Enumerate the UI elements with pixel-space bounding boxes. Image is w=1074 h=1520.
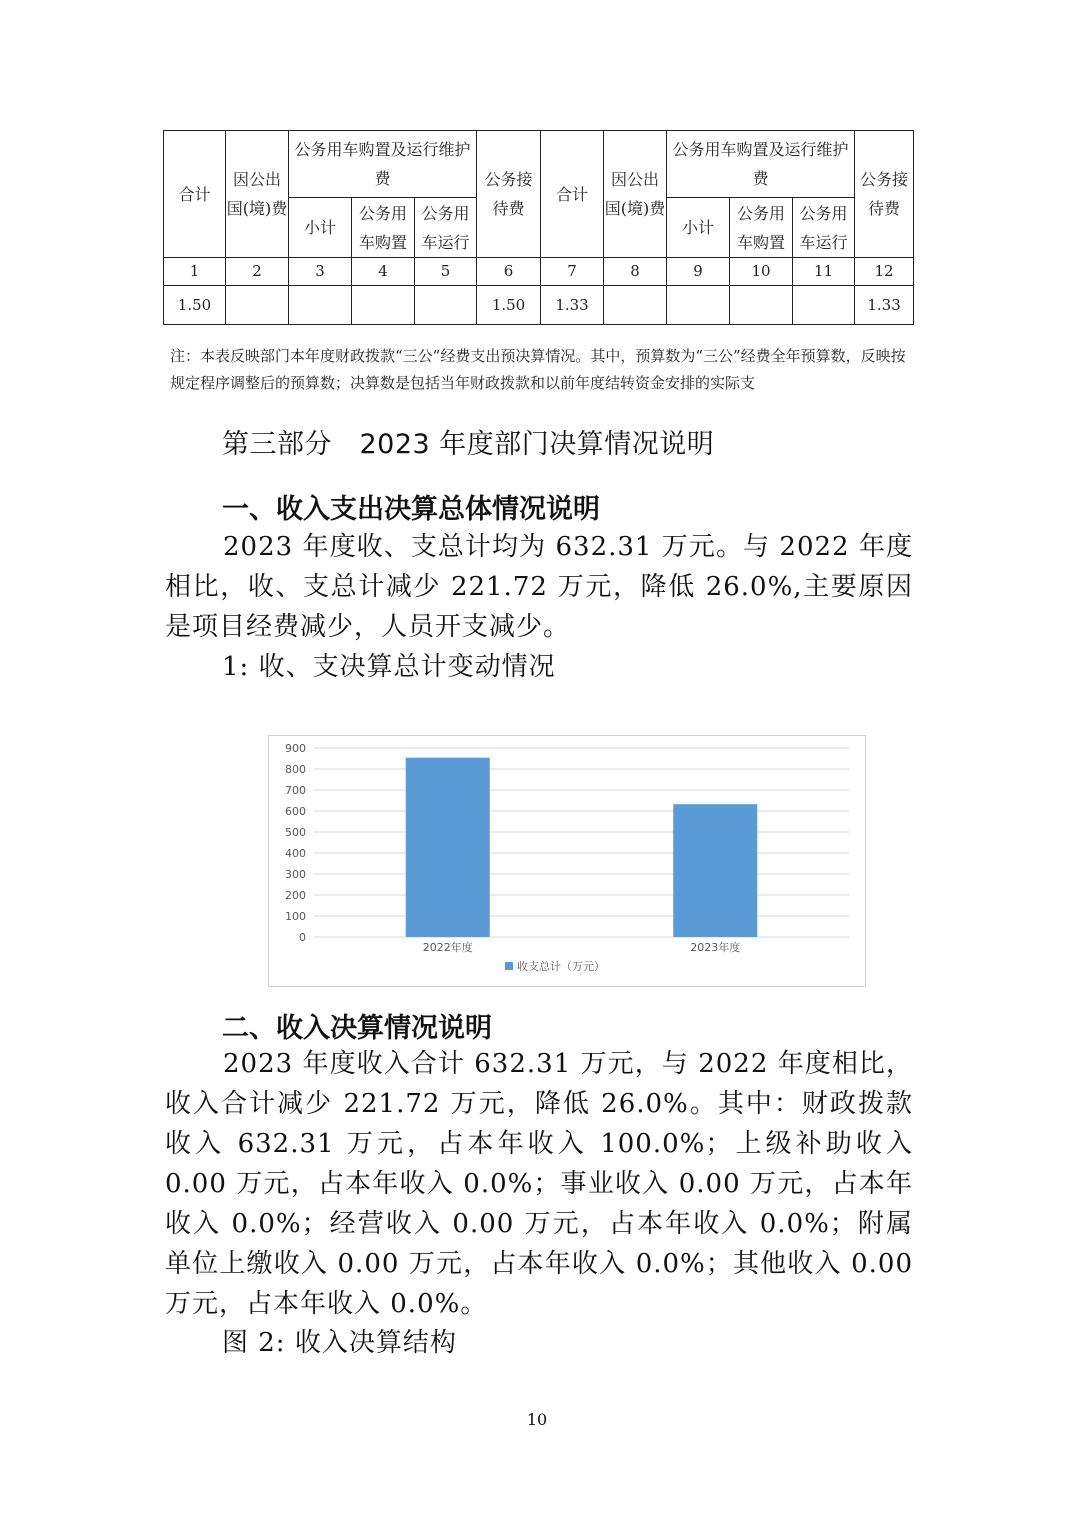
header-car-group: 公务用车购置及运行维护费 [289, 131, 477, 198]
col-number: 11 [793, 258, 855, 286]
col-number: 8 [604, 258, 667, 286]
header-car-purchase: 公务用车购置 [352, 198, 415, 258]
section2-heading: 二、收入决算情况说明 [222, 1013, 492, 1044]
value-cell [352, 286, 415, 325]
y-tick-label: 0 [299, 931, 306, 944]
bar-chart-svg [269, 736, 865, 986]
figure2-caption: 图 2: 收入决算结构 [222, 1328, 457, 1358]
header-abroad: 因公出国(境)费 [226, 131, 289, 258]
y-tick-label: 800 [285, 763, 306, 776]
header-reception-final: 公务接待费 [855, 131, 914, 258]
x-tick-label: 2022年度 [422, 941, 473, 954]
header-total: 合计 [164, 131, 226, 258]
header-car-operation-final: 公务用车运行 [793, 198, 855, 258]
section1-heading: 一、收入支出决算总体情况说明 [222, 494, 600, 525]
header-abroad-final: 因公出国(境)费 [604, 131, 667, 258]
figure1-caption: 1: 收、支决算总计变动情况 [222, 652, 556, 682]
y-tick-label: 300 [285, 868, 306, 881]
col-number: 5 [415, 258, 477, 286]
value-cell: 1.50 [164, 286, 226, 325]
value-cell [730, 286, 793, 325]
col-number: 10 [730, 258, 793, 286]
legend-label: 收支总计（万元） [517, 960, 605, 973]
three-public-expenses-table [163, 130, 913, 325]
x-tick-label: 2023年度 [690, 941, 741, 954]
value-cell: 1.33 [541, 286, 604, 325]
y-tick-label: 700 [285, 784, 306, 797]
y-tick-label: 200 [285, 889, 306, 902]
col-number: 1 [164, 258, 226, 286]
header-car-purchase-final: 公务用车购置 [730, 198, 793, 258]
col-number: 2 [226, 258, 289, 286]
page-number: 10 [526, 1410, 548, 1429]
col-number: 6 [477, 258, 541, 286]
col-number: 4 [352, 258, 415, 286]
bar [406, 758, 490, 937]
value-cell [226, 286, 289, 325]
header-car-operation: 公务用车运行 [415, 198, 477, 258]
legend-swatch [505, 962, 513, 970]
col-number: 3 [289, 258, 352, 286]
col-number: 12 [855, 258, 914, 286]
y-tick-label: 500 [285, 826, 306, 839]
y-tick-label: 400 [285, 847, 306, 860]
col-number: 7 [541, 258, 604, 286]
col-number: 9 [667, 258, 730, 286]
y-tick-label: 600 [285, 805, 306, 818]
header-reception: 公务接待费 [477, 131, 541, 258]
value-cell: 1.50 [477, 286, 541, 325]
section1-paragraph: 2023 年度收、支总计均为 632.31 万元。与 2022 年度相比，收、支总计减少 221.72 万元，降低 26.0%,主要原因是项目经费减少，人员开支减少。 [165, 532, 913, 642]
value-cell [604, 286, 667, 325]
value-cell [793, 286, 855, 325]
bar [673, 804, 757, 937]
value-cell [289, 286, 352, 325]
section2-paragraph: 2023 年度收入合计 632.31 万元，与 2022 年度相比，收入合计减少 221.72 万元，降低 26.0%。其中：财政拨款收入 632.31 万元，占本年收入 100.0%；上级补助收入 0.00 万元，占本年收入 0.0%；事业收入 0.00 万元，占本年收入 0.0%；经营收入 0.00 万元，占本年收入 0.0%；附属单位上缴收入 0.00 万元，占本年收入 0.0%；其他收入 0.00 万元，占本年收入 0.0%。 [165, 1049, 913, 1319]
header-car-group-final: 公务用车购置及运行维护费 [667, 131, 855, 198]
value-cell [667, 286, 730, 325]
income-expense-chart [268, 735, 866, 987]
table-note: 注：本表反映部门本年度财政拨款“三公”经费支出预决算情况。其中，预算数为“三公”经费全年预算数，反映按规定程序调整后的预算数；决算数是包括当年财政拨款和以前年度结转资金安排的实际支 [170, 347, 906, 392]
part-title: 第三部分 2023 年度部门决算情况说明 [222, 429, 715, 460]
header-total-final: 合计 [541, 131, 604, 258]
header-subtotal: 小计 [289, 198, 352, 258]
y-tick-label: 100 [285, 910, 306, 923]
value-cell [415, 286, 477, 325]
value-cell: 1.33 [855, 286, 914, 325]
header-subtotal-final: 小计 [667, 198, 730, 258]
y-tick-label: 900 [285, 742, 306, 755]
